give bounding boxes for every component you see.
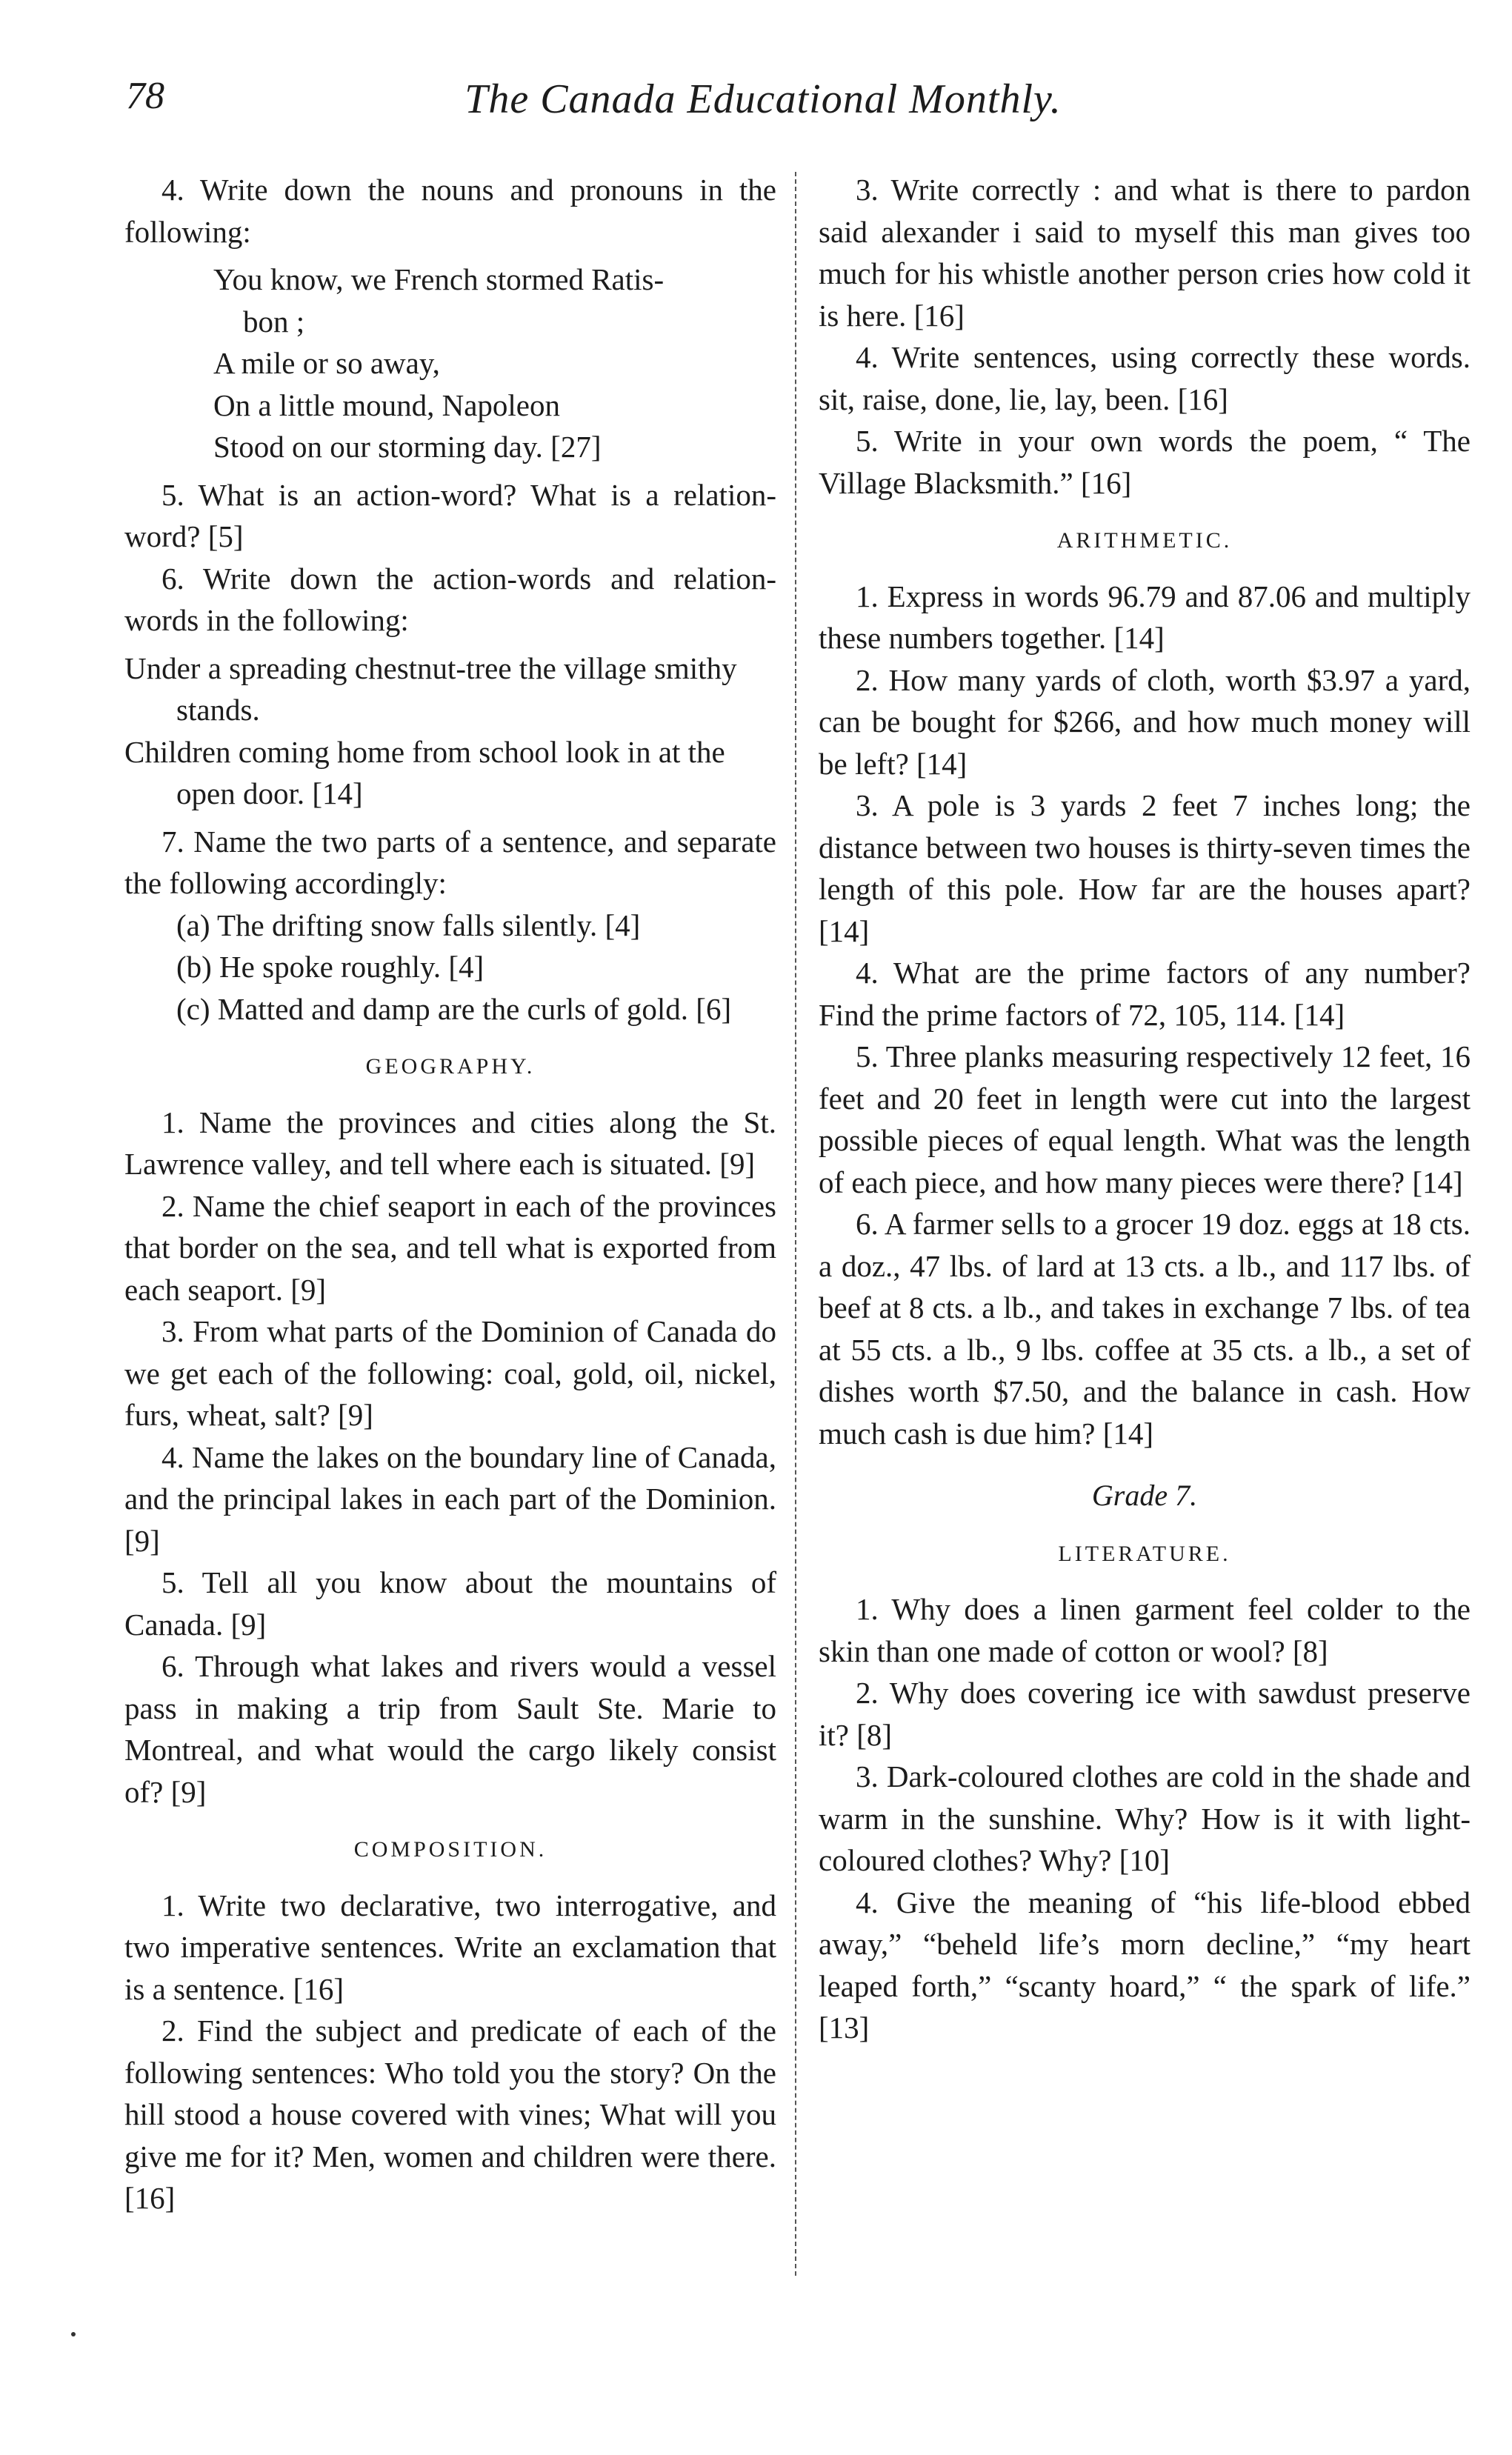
section-heading-composition: COMPOSITION. — [353, 1837, 547, 1862]
question: 6. Write down the action-words and relation-words in the following: — [124, 561, 776, 637]
question: 1. Name the provinces and cities along the St. Lawrence valley, and tell where each is situated. [9] — [124, 1105, 776, 1181]
question: 3. Dark-coloured clothes are cold in the shade and warm in the sunshine. Why? How is it with light-coloured clothes? Why? [10] — [819, 1759, 1471, 1877]
question: 1. Write two declarative, two interrogative, and two imperative sentences. Write an exclamation that is a sentence. [16] — [124, 1888, 776, 2006]
section-heading-geography: GEOGRAPHY. — [365, 1054, 536, 1079]
question: 1. Why does a linen garment feel colder to the skin than one made of cotton or wool? [8] — [819, 1592, 1471, 1668]
question: 5. Tell all you know about the mountains of Canada. [9] — [124, 1565, 776, 1642]
question: 2. Find the subject and predicate of each of the following sentences: Who told you the story? On the hill stood a house covered with vines; What will you give me for it? Men, women and children were there. [16] — [124, 2013, 776, 2215]
question: 3. A pole is 3 yards 2 feet 7 inches long; the distance between two houses is thirty-seven times the length of this pole. How far are the houses apart? [14] — [819, 788, 1471, 948]
example-sentence: Children coming home from school look in at the open door. [14] — [124, 734, 725, 810]
sub-question: (c) Matted and damp are the curls of gold. [6] — [176, 991, 732, 1026]
poem-line: bon ; — [243, 304, 305, 339]
page-header — [111, 74, 1415, 148]
right-column — [819, 169, 1471, 2049]
print-speck — [71, 2332, 76, 2336]
section-heading-literature: LITERATURE. — [1058, 1541, 1231, 1566]
poem-line: A mile or so away, — [213, 346, 440, 380]
example-sentences — [124, 647, 776, 815]
running-title: The Canada Educational Monthly. — [464, 76, 1062, 122]
poem-excerpt — [124, 259, 776, 468]
poem-line: Stood on our storming day. [27] — [213, 430, 602, 464]
page-number: 78 — [126, 75, 164, 117]
question: 6. Through what lakes and rivers would a vessel pass in making a trip from Sault Ste. Marie to Montreal, and what would the cargo likely consist of? [9] — [124, 1649, 776, 1809]
question: 1. Express in words 96.79 and 87.06 and multiply these numbers together. [14] — [819, 579, 1471, 655]
poem-line: On a little mound, Napoleon — [213, 387, 560, 422]
question: 2. Name the chief seaport in each of the provinces that border on the sea, and tell what is exported from each seaport. [9] — [124, 1188, 776, 1307]
question: 4. Write sentences, using correctly these words. sit, raise, done, lie, lay, been. [16] — [819, 340, 1471, 416]
sub-question: (a) The drifting snow falls silently. [4] — [176, 907, 641, 942]
question: 3. Write correctly : and what is there to pardon said alexander i said to myself this man gives too much for his whistle another person cries how cold it is here. [16] — [819, 173, 1471, 333]
left-column — [124, 169, 776, 2219]
question: 4. Name the lakes on the boundary line of Canada, and the principal lakes in each part of the Dominion. [9] — [124, 1439, 776, 1558]
question: 2. How many yards of cloth, worth $3.97 a yard, can be bought for $266, and how much money will be left? [14] — [819, 662, 1471, 781]
question: 3. From what parts of the Dominion of Canada do we get each of the following: coal, gold, oil, nickel, furs, wheat, salt? [9] — [124, 1314, 776, 1432]
question: 6. A farmer sells to a grocer 19 doz. eggs at 18 cts. a doz., 47 lbs. of lard at 13 cts. a lb., and 117 lbs. of beef at 8 cts. a lb., and takes in exchange 7 lbs. of tea at 55 cts. a lb., 9 lbs. coffee at 35 cts. a lb., a set of dishes worth $7.50, and the balance in cash. How much cash is due him? [14] — [819, 1207, 1471, 1450]
section-heading-arithmetic: ARITHMETIC. — [1056, 528, 1233, 553]
question: 2. Why does covering ice with sawdust preserve it? [8] — [819, 1676, 1471, 1752]
question: 4. Write down the nouns and pronouns in the following: — [124, 173, 776, 249]
question: 5. What is an action-word? What is a relation-word? [5] — [124, 477, 776, 553]
question: 4. What are the prime factors of any number? Find the prime factors of 72, 105, 114. [14] — [819, 956, 1471, 1032]
sub-question: (b) He spoke roughly. [4] — [176, 950, 484, 984]
question: 5. Write in your own words the poem, “ The Village Blacksmith.” [16] — [819, 424, 1471, 500]
question: 5. Three planks measuring respectively 12 feet, 16 feet and 20 feet in length were cut into the largest possible pieces of equal length. What was the length of each piece, and how many pieces were there? [14] — [819, 1039, 1471, 1199]
example-sentence: Under a spreading chestnut-tree the village smithy stands. — [124, 650, 737, 727]
grade-heading: Grade 7. — [1091, 1479, 1198, 1512]
poem-line: You know, we French stormed Ratis- — [213, 262, 665, 296]
question: 7. Name the two parts of a sentence, and separate the following accordingly: — [124, 824, 776, 900]
column-divider — [795, 172, 796, 2276]
question: 4. Give the meaning of “his life-blood ebbed away,” “beheld life’s morn decline,” “my heart leaped forth,” “scanty hoard,” “ the spark of life.” [13] — [819, 1885, 1471, 2045]
